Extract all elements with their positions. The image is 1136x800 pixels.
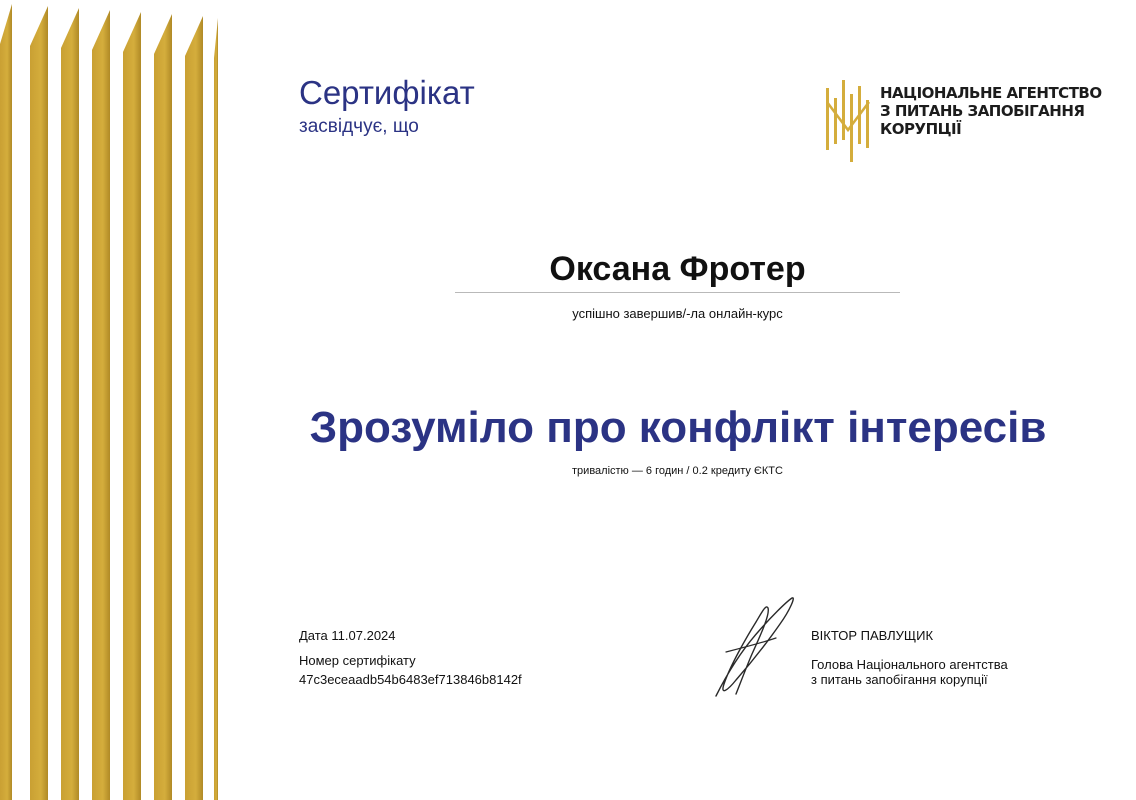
signature-icon	[706, 592, 802, 702]
course-title: Зрозуміло про конфлікт інтересів	[309, 403, 1047, 452]
gold-stripe-group	[0, 4, 218, 800]
completion-text: успішно завершив/-ла онлайн-курс	[572, 306, 783, 321]
decorative-gold-stripes	[0, 0, 230, 800]
signer-name: ВІКТОР ПАВЛУЩИК	[811, 628, 934, 643]
agency-name-line-2: З ПИТАНЬ ЗАПОБІГАННЯ	[880, 102, 1085, 120]
recipient-name: Оксана Фротер	[549, 250, 806, 288]
course-duration: тривалістю — 6 годин / 0.2 кредиту ЄКТС	[572, 465, 783, 477]
date-value: 11.07.2024	[331, 628, 396, 643]
signer-title	[811, 657, 1008, 687]
gold-stripe	[123, 12, 141, 800]
gold-stripe	[92, 10, 110, 800]
gold-stripe	[214, 18, 218, 800]
certificate-subtitle: засвідчує, що	[299, 116, 419, 137]
date-row	[299, 628, 396, 643]
signer-title-line-1: Голова Національного агентства	[811, 657, 1008, 672]
gold-stripe	[61, 8, 79, 800]
name-underline	[455, 292, 900, 293]
agency-name-line-3: КОРУПЦІЇ	[880, 120, 962, 138]
signer-title-line-2: з питань запобігання корупції	[811, 672, 988, 687]
date-label: Дата	[299, 628, 328, 643]
agency-name	[880, 84, 1102, 138]
agency-name-line-1: НАЦІОНАЛЬНЕ АГЕНТСТВО	[880, 84, 1102, 102]
gold-stripe	[185, 16, 203, 800]
certificate-title: Сертифікат	[299, 74, 475, 111]
nazk-logo-mark-icon	[824, 80, 872, 162]
gold-stripe	[30, 6, 48, 800]
gold-stripe	[0, 4, 12, 800]
certificate-number: 47c3eceaadb54b6483ef713846b8142f	[299, 672, 522, 687]
certificate-number-label: Номер сертифікату	[299, 653, 416, 668]
gold-stripe	[154, 14, 172, 800]
